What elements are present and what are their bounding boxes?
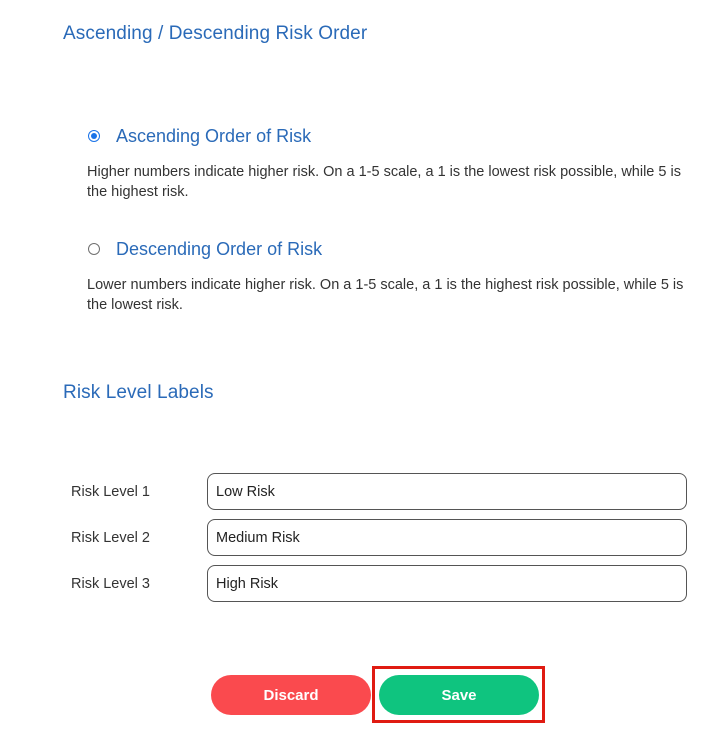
risk-level-2-label: Risk Level 2 (71, 529, 150, 546)
risk-level-2-row (71, 519, 687, 556)
descending-description: Lower numbers indicate higher risk. On a 1-5 scale, a 1 is the highest risk possible, while 5 is the lowest risk. (87, 277, 684, 313)
ascending-description: Higher numbers indicate higher risk. On a 1-5 scale, a 1 is the lowest risk possible, while 5 is the highest risk. (87, 164, 681, 200)
risk-level-3-label: Risk Level 3 (71, 575, 150, 592)
ascending-label[interactable]: Ascending Order of Risk (116, 125, 312, 146)
order-section-title: Ascending / Descending Risk Order (63, 23, 368, 44)
risk-level-2-input[interactable] (207, 519, 687, 556)
risk-level-3-row (71, 565, 687, 602)
save-button[interactable]: Save (379, 675, 539, 715)
radio-dot (91, 133, 97, 139)
descending-option (87, 237, 687, 315)
risk-level-1-label: Risk Level 1 (71, 483, 150, 500)
descending-radio-row[interactable] (87, 237, 687, 261)
discard-button[interactable]: Discard (211, 675, 371, 715)
risk-level-1-input[interactable] (207, 473, 687, 510)
risk-level-3-input[interactable] (207, 565, 687, 602)
radio-unselected-icon[interactable] (88, 243, 100, 255)
radio-selected-icon[interactable] (88, 130, 100, 142)
descending-label[interactable]: Descending Order of Risk (116, 238, 323, 259)
ascending-option (87, 124, 687, 202)
labels-section-title: Risk Level Labels (63, 382, 214, 403)
risk-level-1-row (71, 473, 687, 510)
ascending-radio-row[interactable] (87, 124, 687, 148)
